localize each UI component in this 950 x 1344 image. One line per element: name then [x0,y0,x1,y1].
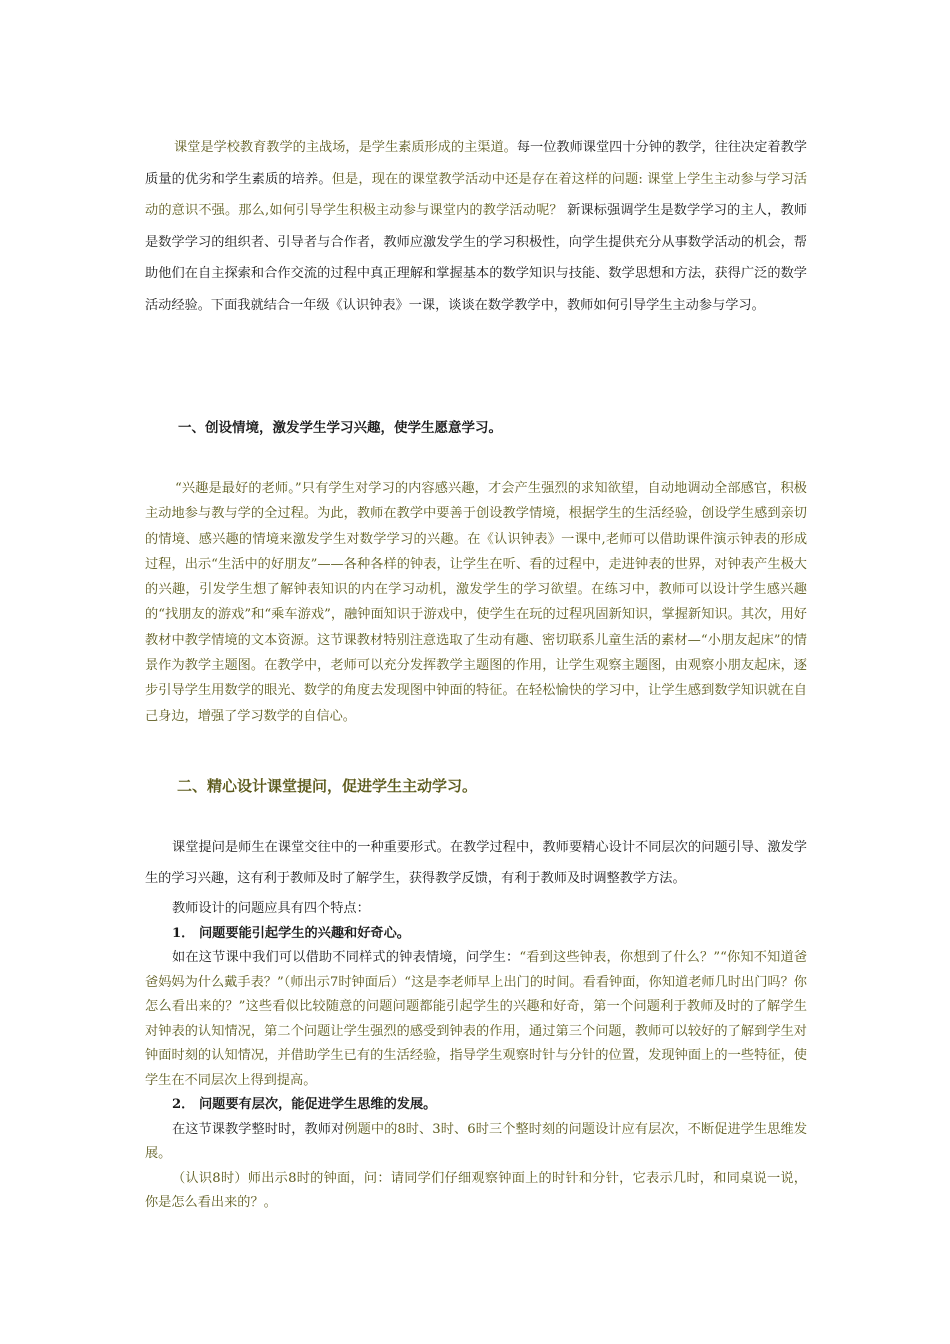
point1-title: 1． 问题要能引起学生的兴趣和好奇心。 [172,925,410,941]
point1-body-b: “看到这些钟表，你想到了什么？”“你知不知道爸爸妈妈为什么戴手表？”（师出示7时钟面后）“这是李老师早上出门的时间。看看钟面，你知道老师几时出门吗？你怎么看出来的？”这些看似比较随意的问题问题都能引起学生的兴趣和好奇，第一个问题利于教师及时的了解学生对钟表的认知情况，第二个问题让学生强烈的感受到钟表的作用，通过第三个问题，教师可以较好的了解到学生对钟面时刻的认知情况，并借助学生已有的生活经验，指导学生观察时针与分针的位置，发现钟面上的一些特征，使学生在不同层次上得到提高。 [145,950,808,1088]
point2-paragraph [145,1118,807,1167]
intro-paragraph [145,132,807,321]
section1-heading: 一、创设情境，激发学生学习兴趣，使学生愿意学习。 [178,420,502,436]
point2-body-a: 在这节课教学整时时，教师对 [172,1121,345,1137]
point1-body-a: 如在这节课中我们可以借助不同样式的钟表情境，问学生： [172,950,520,965]
point1-paragraph [145,946,807,1093]
point2-example: （认识8时）师出示8时的钟面，问：请同学们仔细观察钟面上的时针和分针，它表示几时，和同桌说一说，你是怎么看出来的？。 [145,1170,807,1210]
intro-segment-2: 每一位教师课堂四十分钟的教学，往往决定着教学质量的优劣和学生素质的培养。 [145,140,807,187]
intro-segment-4: 新课标强调学生是数学学习的主人，教师是数学学习的组织者、引导者与合作者，教师应激发学生的学习积极性，向学生提供充分从事数学活动的机会，帮助他们在自主探索和合作交流的过程中真正理解和掌握基本的数学知识与技能、数学思想和方法，获得广泛的数学活动经验。下面我就结合一年级《认识钟表》一课，谈谈在数学教学中，教师如何引导学生主动参与学习。 [145,203,807,313]
section2-intro-paragraph: 课堂提问是师生在课堂交往中的一种重要形式。在教学过程中，教师要精心设计不同层次的问题引导、激发学生的学习兴趣，这有利于教师及时了解学生，获得教学反馈，有利于教师及时调整教学方法。 [145,840,807,886]
section2-details [145,897,807,1216]
section1-paragraph: “兴趣是最好的老师。”只有学生对学习的内容感兴趣，才会产生强烈的求知欲望，自动地调动全部感官，积极主动地参与教与学的全过程。为此，教师在教学中要善于创设教学情境，根据学生的生活经验，创设学生感到亲切的情境、感兴趣的情境来激发学生对数学学习的兴趣。在《认识钟表》一课中,老师可以借助课件演示钟表的形成过程，出示“生活中的好朋友”——各种各样的钟表，让学生在听、看的过程中，走进钟表的世界，对钟表产生极大的兴趣，引发学生想了解钟表知识的内在学习动机，激发学生的学习欲望。在练习中，教师可以设计学生感兴趣的“找朋友的游戏”和“乘车游戏”，融钟面知识于游戏中，使学生在玩的过程巩固新知识，掌握新知识。其次，用好教材中教学情境的文本资源。这节课教材特别注意选取了生动有趣、密切联系儿童生活的素材—“小朋友起床”的情景作为教学主题图。在教学中，老师可以充分发挥教学主题图的作用，让学生观察主题图，由观察小朋友起床，逐步引导学生用数学的眼光、数学的角度去发现图中钟面的特征。在轻松愉快的学习中，让学生感到数学知识就在自己身边，增强了学习数学的自信心。 [145,481,807,724]
section2-heading: 二、精心设计课堂提问，促进学生主动学习。 [177,777,478,795]
point2-title: 2． 问题要有层次，能促进学生思维的发展。 [172,1097,437,1112]
point2-body-b: 例题中的8时、3时、6时三个整时刻的问题设计应有层次，不断促进学生思维发展。 [145,1121,808,1161]
intro-segment-1: 课堂是学校教育教学的主战场，是学生素质形成的主渠道。 [174,140,517,155]
features-line: 教师设计的问题应具有四个特点： [172,901,370,916]
intro-segment-3: 但是，现在的课堂教学活动中还是存在着这样的问题: 课堂上学生主动参与学习活动的意识不强。那么,如何引导学生积极主动参与课堂内的教学活动呢？ [145,171,808,218]
